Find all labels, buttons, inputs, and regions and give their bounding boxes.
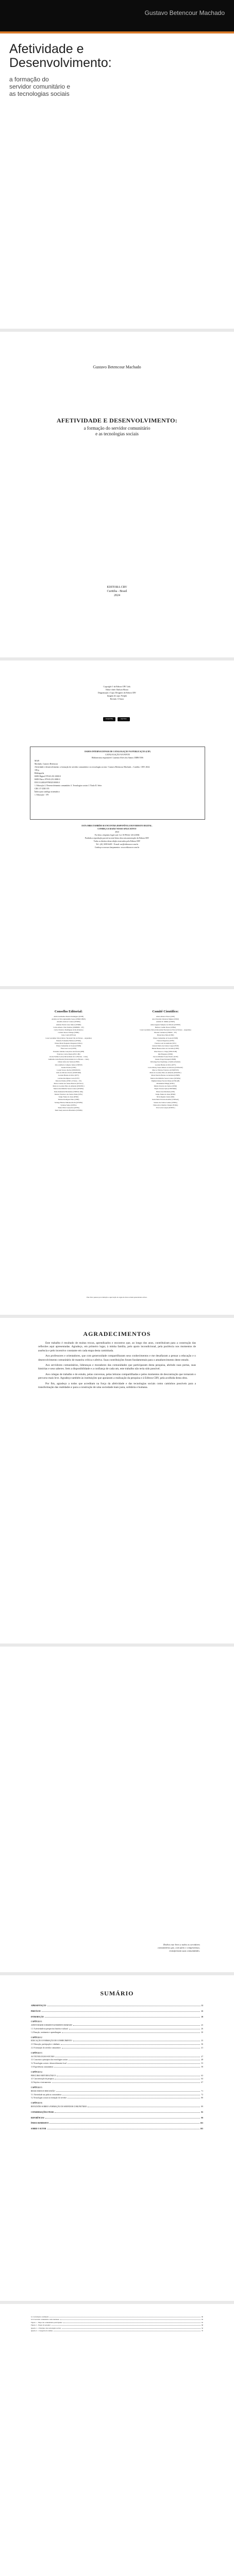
page-separator bbox=[0, 329, 234, 332]
credit-line: Copyright © da Editora CRV Ltda. bbox=[103, 686, 131, 688]
cip-line: Afetividade e desenvolvimento: a formação do servidor comunitário e as tecnologias sociais / Gustavo Betencour Machado – Curitiba : CRV, 2024. bbox=[35, 766, 151, 768]
toc-entry-page: 65 bbox=[201, 2321, 203, 2324]
toc-entry[interactable] bbox=[31, 2074, 203, 2078]
summary-title: SUMÁRIO bbox=[100, 1990, 134, 1997]
catalog-footer-line: Conheça os nossos lançamentos: www.editoracrv.com.br bbox=[94, 846, 140, 849]
catalog-footer-line: Foi feito o depósito legal conf. Lei 10.994 de 14/12/2004 bbox=[94, 834, 140, 836]
toc-entry[interactable] bbox=[31, 2043, 203, 2046]
cover-title-line: Afetividade e bbox=[9, 42, 84, 56]
credits-block bbox=[57, 685, 177, 701]
council-member: Lourdes Helena da Silva (UFV) bbox=[58, 1074, 79, 1077]
toc-entry-page: 48 bbox=[201, 2059, 203, 2061]
toc-entry-label: 5.1 Afetividade nas práticas comunitárias bbox=[31, 2093, 62, 2096]
toc-entry-page: 63 bbox=[201, 2074, 203, 2077]
acknowledgements-paragraph: Aos colegas de trabalho e de estudo, pelas conversas, pelas leituras compartilhadas e pelos momentos de descontração que tornaram o percurso mais leve. Agradeço também às instituições que apoiaram a realização da pesquisa e à Editora CRV, pela acolhida desta obra. bbox=[38, 1372, 196, 1380]
catalog-footer-line: Todos os direitos desta edição reservados pela Editora CRV bbox=[93, 840, 141, 842]
dot-leader bbox=[49, 2315, 200, 2317]
toc-entry-page: 35 bbox=[201, 2040, 203, 2042]
committee-member: Jussara Fraga Portugal (UNEB) bbox=[155, 1058, 176, 1061]
council-member: Maria de Lourdes Pinto de Almeida (UNOESC) bbox=[53, 1085, 85, 1088]
dot-leader bbox=[61, 2043, 200, 2045]
toc-entry-label: PREFÁCIO bbox=[31, 2010, 41, 2012]
committee-member: Suzana dos Santos Gomes (UFMG) bbox=[154, 1101, 177, 1104]
toc-entry[interactable] bbox=[31, 2015, 203, 2019]
council-page bbox=[0, 986, 234, 1315]
scientific-committee bbox=[122, 1010, 209, 1112]
toc-entry-label: SOBRE O AUTOR bbox=[31, 2128, 46, 2130]
toc-entry[interactable] bbox=[31, 2027, 203, 2031]
committee-member: Anna Augusta Sampaio de Oliveira (UNESP) bbox=[150, 1023, 181, 1026]
committee-member: Lucia Marisy Souza Ribeiro de Oliveira (UNIVASF) bbox=[148, 1066, 183, 1069]
council-member: Maria Cristina dos Santos Bezerra (UFSCar) bbox=[54, 1082, 83, 1085]
page-separator bbox=[0, 986, 234, 989]
summary-page bbox=[0, 1972, 234, 2301]
dot-leader bbox=[49, 2122, 199, 2124]
toc-entry-page: 80 bbox=[201, 2097, 203, 2099]
toc-entry[interactable] bbox=[31, 2105, 203, 2109]
app-badges bbox=[103, 717, 130, 721]
council-member: Celso Conti (UFSCar) bbox=[61, 1034, 76, 1037]
dedication-line: transformam suas comunidades. bbox=[169, 1950, 200, 1953]
council-member: Josania Portela (UFPI) bbox=[61, 1066, 76, 1069]
committee-member: Helder Buenos Aires de Carvalho (UFPI) bbox=[152, 1047, 179, 1050]
dot-leader bbox=[62, 2046, 200, 2048]
dot-leader bbox=[52, 2081, 200, 2083]
toc-entry[interactable] bbox=[31, 2024, 203, 2027]
figures-list bbox=[31, 2315, 203, 2332]
toc-entry-label: 5.2 Tecnologias sociais na formação do servidor bbox=[31, 2097, 67, 2099]
page-separator bbox=[0, 657, 234, 660]
toc-entry-label: CAPÍTULO 6 bbox=[31, 2102, 42, 2105]
toc-entry-page: 95 bbox=[201, 2111, 203, 2113]
committee-member: Eliane Rose Maio (UEM) bbox=[157, 1034, 174, 1037]
toc-entry[interactable] bbox=[31, 2081, 203, 2084]
toc-entry-label: 3.3 Experiências comunitárias bbox=[31, 2065, 54, 2068]
toc-entry-label: CAPÍTULO 5 bbox=[31, 2086, 42, 2089]
council-member: Simone Rodrigues Pinto (UNB) bbox=[58, 1098, 79, 1101]
cip-line: Machado, Gustavo Betencour bbox=[35, 763, 58, 765]
google-play-badge[interactable]: Google Play bbox=[103, 717, 115, 721]
credit-line: Imagem de capa: Freepik bbox=[107, 695, 127, 697]
dot-leader bbox=[60, 2318, 200, 2320]
cip-line: 1. Educação - 370 bbox=[35, 794, 49, 796]
council-member: Antônio Pereira Gaio Júnior (UFRRJ) bbox=[56, 1023, 81, 1026]
toc-entry-label: 4.2 Sujeitos e instrumentos bbox=[31, 2081, 51, 2084]
toc-entry-page: 50 bbox=[201, 2327, 203, 2329]
council-member: Sydione Santos (UEPG) bbox=[60, 1104, 77, 1106]
committee-member: Cesar Gerónimo Tello (Universidad Nacional de Três de Febrero – Argentina) bbox=[140, 1029, 191, 1031]
toc-entry-label: EDUCAÇÃO E FORMAÇÃO DE CONHECIMENTO bbox=[31, 2040, 72, 2042]
toc-entry-label: RESULTADOS E DISCUSSÃO bbox=[31, 2090, 55, 2092]
toc-entry-label: 6.2 O servidor comunitário como mediador bbox=[31, 2318, 60, 2320]
committee-member: Najela Tavares Ujiie (UNESPAR) bbox=[154, 1088, 177, 1090]
title-page-title: AFETIVIDADE E DESENVOLVIMENTO: bbox=[56, 417, 178, 424]
council-member: Tania Suely Azevedo Brasileiro (UFOPA) bbox=[55, 1109, 82, 1112]
council-member: Luciano Rodrigues Costa (UFV) bbox=[58, 1077, 79, 1079]
committee-member: Barbara Coelho Neves (UFBA) bbox=[155, 1026, 176, 1028]
council-footer: Este livro passou por avaliação e aprovação às cegas de dois ou mais pareceristas ad hoc. bbox=[87, 1296, 147, 1298]
toc-entry-label: Figura 2 – Etapas da pesquisa bbox=[31, 2324, 51, 2326]
toc-entry-label: Quadro 1 – Princípios das tecnologias sociais bbox=[31, 2327, 61, 2329]
cip-line: M149 bbox=[35, 760, 40, 762]
cover-author: Gustavo Betencour Machado bbox=[144, 9, 225, 16]
toc-entry-label: 3.1 Conceitos e princípios das tecnologias sociais bbox=[31, 2059, 68, 2061]
acknowledgements-page bbox=[0, 1315, 234, 1643]
dedication-line: Dedico este livro a todos os servidores bbox=[163, 1943, 200, 1946]
toc-entry-page: 25 bbox=[201, 2024, 203, 2027]
catalog-footer-line: Tel.: (41) 3039-6418 - E-mail: sac@editoracrv.com.br bbox=[95, 843, 139, 845]
toc-entry-label: 3.2 Tecnologias sociais e desenvolvimento local bbox=[31, 2062, 67, 2065]
toc-entry-page: 11 bbox=[201, 2005, 203, 2007]
dot-leader bbox=[62, 2327, 200, 2329]
council-member: Paulo Romualdo Hernandes (UNIFAL-MG) bbox=[54, 1090, 83, 1093]
toc-entry[interactable] bbox=[31, 2122, 203, 2125]
acknowledgements-paragraph: Por fim, agradeço a todos que acreditam na força da afetividade e das tecnologias sociais como caminhos possíveis para a transformação das realidades e para a construção de uma sociedade mais justa, solidária e humana. bbox=[38, 1382, 196, 1389]
cip-line: DOI 10.24824/978652510000.0 bbox=[35, 782, 60, 784]
council-member: Tadeu Oliver Gonçalves (UFPA) bbox=[58, 1106, 79, 1109]
council-member: Carlos Federico Dominguez Avila (Unieuro) bbox=[54, 1029, 83, 1031]
dot-leader bbox=[69, 2027, 200, 2029]
cover-subtitle bbox=[9, 76, 70, 97]
page-separator bbox=[0, 2301, 234, 2304]
toc-entry[interactable] bbox=[31, 2116, 203, 2120]
cover-subtitle-line: a formação do bbox=[9, 76, 49, 83]
lists-page bbox=[0, 2301, 234, 2576]
committee-member: Sonia Maria Ferreira Koehler (UNISAL) bbox=[152, 1098, 179, 1101]
toc-entry[interactable] bbox=[31, 2090, 203, 2093]
committee-member: Mohammed Elhajji (UFRJ) bbox=[156, 1082, 175, 1085]
toc-entry[interactable] bbox=[31, 2111, 203, 2114]
catalog-page bbox=[0, 657, 234, 986]
toc-entry-label: PERCURSO METODOLÓGICO bbox=[31, 2074, 56, 2077]
toc-entry-label: 2.1 Educação, participação e cidadania bbox=[31, 2043, 60, 2046]
cover-accent-stripe bbox=[0, 31, 234, 33]
committee-member: Maria Eurácia Barreto de Andrade (UFRB) bbox=[151, 1074, 180, 1077]
cover-page bbox=[0, 0, 234, 329]
acknowledgements-paragraph: Este trabalho é resultado de muitas trocas, aprendizados e encontros que, ao longo dos anos, contribuíram para a construção das reflexões aqui apresentadas. Agradeço, em primeiro lugar, à minha família, pelo apoio incondicional, pela paciência nos momentos de ausência e pelo incentivo constante em cada etapa desta caminhada. bbox=[38, 1342, 196, 1352]
toc-entry-label: CAPÍTULO 4 bbox=[31, 2071, 42, 2073]
committee-member: Maria Lília Imbiriba Sousa Colares (UFOPA) bbox=[150, 1077, 181, 1079]
toc-entry-label: CAPÍTULO 3 bbox=[31, 2052, 42, 2054]
toc-entry-label: INTRODUÇÃO bbox=[31, 2015, 44, 2018]
dot-leader bbox=[57, 2074, 200, 2076]
cip-card-content bbox=[35, 750, 200, 796]
cip-line: ISBN Digital 978-65-251-0000-0 bbox=[35, 775, 61, 777]
toc-entry-label: 4.1 Caracterização da pesquisa bbox=[31, 2078, 54, 2080]
toc-entry-page: 30 bbox=[201, 2031, 203, 2033]
toc-entry-page: 58 bbox=[201, 2065, 203, 2068]
toc-entry-page: 89 bbox=[201, 2105, 203, 2108]
cip-line: ISBN Físico 978-65-251-0000-0 bbox=[35, 778, 60, 781]
publisher-year: 2024 bbox=[114, 594, 120, 597]
acknowledgements-paragraph: Aos servidores comunitários, lideranças e moradores das comunidades que participaram desta pesquisa, abrindo suas portas, suas histórias e seus saberes. Sem a disponibilidade e a confiança de cada um, este trabalho não teria sido possível. bbox=[38, 1364, 196, 1371]
committee-member: José de Ribamar Sousa Pereira (UCB) bbox=[153, 1056, 178, 1058]
toc-entry-page: 47 bbox=[201, 2055, 203, 2058]
dot-leader bbox=[47, 2127, 199, 2129]
toc-entry-label: CAPÍTULO 1 bbox=[31, 2021, 42, 2023]
table-of-contents bbox=[31, 2002, 203, 2131]
committee-member: Sérgio Nunes de Jesus (IFRO) bbox=[155, 1093, 176, 1095]
toc-entry[interactable] bbox=[31, 2330, 203, 2333]
toc-entry-label: 1.2 Emoção, sentimento e aprendizagem bbox=[31, 2031, 61, 2033]
toc-entry-page: 103 bbox=[200, 2122, 203, 2125]
dot-leader bbox=[55, 2077, 200, 2079]
toc-entry-label: 1.1 A afetividade na perspectiva histórico-cultural bbox=[31, 2027, 68, 2030]
toc-entry-label: 2.2 A formação do servidor comunitário bbox=[31, 2046, 61, 2049]
dot-leader bbox=[62, 2031, 200, 2033]
committee-member: Inês Bragança (UERJ) bbox=[158, 1053, 173, 1055]
catalog-footer bbox=[0, 824, 234, 849]
catalog-footer-line: Proibida a reprodução parcial ou total desta obra sem autorização da Editora CRV bbox=[85, 837, 149, 839]
council-member: Aldira Guimarães Duarte Domínguez (UNB) bbox=[54, 1015, 83, 1018]
committee-member: Vera Lucia Gaspar (UDESC) bbox=[156, 1106, 175, 1109]
toc-entry-label: AS TECNOLOGIAS SOCIAIS bbox=[31, 2055, 55, 2058]
toc-entry[interactable] bbox=[31, 2055, 203, 2062]
cip-line: Índice para catálogo sistemático bbox=[35, 791, 60, 793]
cover-title-line: Desenvolvimento: bbox=[9, 56, 112, 70]
toc-entry-label: REFLEXÕES SOBRE A FORMAÇÃO DO SERVIDOR COMUNITÁRIO bbox=[31, 2105, 87, 2108]
dot-leader bbox=[55, 2111, 200, 2113]
dot-leader bbox=[68, 2096, 200, 2098]
council-member: Elione Maria Nogueira Diogenes (UFAL) bbox=[55, 1042, 82, 1045]
dot-leader bbox=[55, 2055, 200, 2057]
committee-member: Mônica Pereira dos Santos (UFRJ) bbox=[154, 1085, 177, 1088]
toc-entry-page: 19 bbox=[201, 2015, 203, 2018]
toc-entry-label: REFERÊNCIAS bbox=[31, 2116, 44, 2119]
dedication-line: comunitários que, com afeto e compromisso, bbox=[157, 1946, 200, 1950]
toc-entry-page: 36 bbox=[201, 2043, 203, 2046]
cip-card bbox=[30, 747, 205, 820]
dot-leader bbox=[45, 2015, 200, 2018]
catalog-footer-line: ESTA OBRA TAMBÉM SE ENCONTRA DISPONÍVEL EM FORMATO DIGITAL. bbox=[81, 825, 153, 827]
dot-leader bbox=[54, 2065, 200, 2067]
committee-member: Kilwangy Kya Kapitango-a-Samba (Unemat) bbox=[151, 1061, 180, 1063]
council-member: Carlos Alberto Vilar Estêvão (UMINHO – PT) bbox=[53, 1026, 84, 1028]
credit-line: Revisão: O Autor bbox=[110, 698, 124, 700]
council-member: João Adalberto Campato Junior (UNESP) bbox=[55, 1063, 82, 1066]
council-member: Maria Lília Imbiriba Sousa Colares (UFOPA) bbox=[53, 1088, 84, 1090]
committee-member: Vânia Alves Martins Chaigar (FURG) bbox=[153, 1104, 178, 1106]
page-separator bbox=[0, 1972, 234, 1975]
council-member: Jailson Alves dos Santos (UFRJ) bbox=[58, 1061, 79, 1063]
page-separator bbox=[0, 1315, 234, 1318]
dot-leader bbox=[62, 2093, 200, 2095]
toc-entry[interactable] bbox=[31, 2004, 203, 2008]
cip-line: CDU 37 CDD 370 bbox=[35, 788, 49, 790]
dot-leader bbox=[54, 2330, 200, 2332]
editorial-council bbox=[25, 1010, 112, 1112]
committee-member: Nilson José Machado (USP) bbox=[156, 1090, 175, 1093]
toc-entry-page: 72 bbox=[201, 2093, 203, 2096]
cip-card-title: DADOS INTERNACIONAIS DE CATALOGAÇÃO NA PUBLICAÇÃO (CIP) bbox=[85, 751, 151, 753]
dot-leader bbox=[63, 2321, 200, 2323]
council-member: Elizeu Clementino de Souza (UNEB) bbox=[56, 1045, 81, 1047]
committee-member: Maria de Lourdes Pinto de Almeida (UNOESC) bbox=[149, 1072, 181, 1074]
toc-entry-page: 92 bbox=[201, 2318, 203, 2320]
acknowledgements-body bbox=[38, 1342, 196, 1391]
dot-leader bbox=[73, 2039, 200, 2041]
toc-entry-page: 71 bbox=[201, 2090, 203, 2092]
toc-entry-page: 67 bbox=[201, 2081, 203, 2084]
dot-leader bbox=[88, 2105, 200, 2107]
committee-member: Andréia N. Militão (UEMS) bbox=[156, 1021, 175, 1023]
cover-subtitle-line: as tecnologias sociais bbox=[9, 90, 70, 97]
committee-member: Míghian Danae Ferreira Nunes (UNILAB) bbox=[151, 1079, 180, 1082]
toc-entry[interactable] bbox=[31, 2062, 203, 2065]
acknowledgements-title: AGRADECIMENTOS bbox=[83, 1330, 151, 1337]
toc-entry[interactable] bbox=[31, 2055, 203, 2059]
app-store-badge[interactable]: App Store bbox=[118, 717, 130, 721]
dedication-text bbox=[124, 1943, 200, 1953]
council-member: Solange Helena Ximenes-Rocha (UFOPA) bbox=[54, 1101, 83, 1104]
catalog-footer-line: CONHEÇA E BAIXE NOSSO APLICATIVO! bbox=[97, 828, 137, 830]
toc-entry-label: CONSIDERAÇÕES FINAIS bbox=[31, 2111, 54, 2113]
council-columns bbox=[25, 1010, 209, 1112]
publisher-name: EDITORA CRV bbox=[107, 586, 127, 589]
committee-member: Gláucia Maria dos Santos Jorge (UFOP) bbox=[152, 1045, 179, 1047]
dot-leader bbox=[68, 2062, 200, 2064]
scientific-committee-title: Comitê Científico: bbox=[152, 1010, 179, 1013]
toc-entry-page: 70 bbox=[201, 2330, 203, 2332]
council-member: Andréia da Silva Quintanilha Sousa (UNIR/UFRN) bbox=[52, 1018, 86, 1021]
cover-subtitle-line: servidor comunitário e bbox=[9, 83, 71, 90]
toc-entry-label: AFETIVIDADE E DESENVOLVIMENTO HUMANO bbox=[31, 2024, 73, 2027]
dot-leader bbox=[47, 2004, 200, 2006]
title-page-subtitle-line: e as tecnologias sociais bbox=[95, 431, 139, 436]
cip-line: Bibliotecária responsável: Luzenira Alves dos Santos CRB9/1506 bbox=[92, 757, 143, 759]
toc-entry-page: 15 bbox=[201, 2010, 203, 2012]
title-page-author: Gustavo Betencour Machado bbox=[93, 365, 141, 369]
council-member: Fernando Antônio Gonçalves Alcoforado (IPB) bbox=[53, 1050, 85, 1053]
council-member: Renato Francisco dos Santos Paula (UFG) bbox=[55, 1093, 82, 1095]
council-member: Élsio José Corá (UFFS) bbox=[60, 1047, 77, 1050]
title-page-subtitle bbox=[0, 426, 234, 437]
cip-line: Bibliografia bbox=[35, 772, 44, 774]
dot-leader bbox=[73, 2024, 200, 2026]
cip-line: 106 p. bbox=[35, 769, 40, 771]
toc-entry-label: Figura 1 – Mapa das comunidades participantes bbox=[31, 2321, 62, 2324]
council-member: Anselmo Alencar Colares (UFOPA) bbox=[57, 1021, 80, 1023]
toc-entry-label: 6.1 A formação continuada bbox=[31, 2315, 49, 2318]
dot-leader bbox=[52, 2324, 200, 2326]
dot-leader bbox=[56, 2090, 200, 2092]
title-page-subtitle-line: a formação do servidor comunitário bbox=[83, 426, 151, 431]
toc-entry-page: 90 bbox=[201, 2315, 203, 2318]
toc-entry-page: 68 bbox=[201, 2324, 203, 2326]
publisher-city: Curitiba - Brasil bbox=[107, 590, 127, 593]
committee-member: Ilma Passos A. Veiga (UNICEUB) bbox=[154, 1050, 177, 1053]
acknowledgements-paragraph: Aos professores e orientadores, que com generosidade compartilharam seus conhecimentos e me desafiaram a pensar a educação e o desenvolvimento comunitário de maneira crítica e afetiva. Suas contribuições foram fundamentais para o amadurecimento deste estudo. bbox=[38, 1354, 196, 1362]
dot-leader bbox=[45, 2116, 200, 2119]
toc-entry-label: CAPÍTULO 2 bbox=[31, 2036, 42, 2039]
toc-entry-page: 105 bbox=[200, 2128, 203, 2130]
council-member: Sérgio Nunes de Jesus (IFRO) bbox=[58, 1096, 79, 1098]
committee-member: Altair Alberto Fávero (UPF) bbox=[156, 1015, 175, 1018]
committee-member: Elizeu Clementino de Souza (UNEB) bbox=[153, 1037, 178, 1039]
committee-member: Ana Chrystina Venancio Mignot (UERJ) bbox=[152, 1018, 179, 1021]
council-member: Carmen Tereza Velanga (UNIR) bbox=[58, 1031, 79, 1034]
council-member: Lídia de Oliveira Xavier (UNIEURO) bbox=[56, 1072, 81, 1074]
toc-entry-page: 26 bbox=[201, 2027, 203, 2030]
editorial-council-title: Conselho Editorial: bbox=[54, 1010, 83, 1013]
toc-entry[interactable] bbox=[31, 2127, 203, 2131]
toc-entry-page: 99 bbox=[201, 2116, 203, 2119]
council-member: Cesar Gerónimo Tello (Univer. Nacional Três de Febrero – Argentina) bbox=[45, 1037, 92, 1039]
toc-entry[interactable] bbox=[31, 2010, 203, 2013]
committee-member: Diosnel Centurion (UNIDA – PY) bbox=[154, 1031, 177, 1034]
toc-entry-page: 53 bbox=[201, 2062, 203, 2065]
committee-member: Fauston Negreiros (UFPI) bbox=[157, 1039, 174, 1042]
toc-entry-page: 41 bbox=[201, 2046, 203, 2049]
council-member: Eduardo Fernandes Barbosa (UFMG) bbox=[56, 1039, 81, 1042]
cover-title bbox=[9, 42, 112, 70]
page-separator bbox=[0, 1643, 234, 1647]
council-member: Guillermo Arias Beatón (Universidade de La Havana – Cuba) bbox=[48, 1058, 89, 1061]
committee-member: Lourdes Helena da Silva (UFV) bbox=[155, 1063, 176, 1066]
cip-line: CATALOGAÇÃO NA FONTE bbox=[105, 754, 130, 756]
committee-member: Marcos Vinicius Francisco (UNOESTE) bbox=[152, 1069, 179, 1072]
toc-entry-label: Quadro 2 – Categorias de análise bbox=[31, 2330, 53, 2332]
catalog-footer-line: 2024 bbox=[115, 831, 119, 833]
toc-entry[interactable] bbox=[31, 2046, 203, 2050]
toc-entry-page: 64 bbox=[201, 2078, 203, 2080]
toc-entry-label: ÍNDICE REMISSIVO bbox=[31, 2122, 49, 2125]
committee-member: Francisco Ari de Andrade (UFC) bbox=[155, 1042, 176, 1045]
toc-entry[interactable] bbox=[31, 2093, 203, 2097]
title-page bbox=[0, 329, 234, 657]
council-member: Marcelo Paixão (UFRJ e UTexas – US) bbox=[55, 1079, 82, 1082]
toc-entry[interactable] bbox=[31, 2031, 203, 2035]
credit-line: Editor-chefe: Railson Moura bbox=[106, 689, 128, 691]
dot-leader bbox=[69, 2058, 200, 2060]
dot-leader bbox=[42, 2010, 200, 2012]
council-member: Gloria Fariñas León (Universidade de La Havana – Cuba) bbox=[49, 1056, 88, 1058]
dedication-page bbox=[0, 1643, 234, 1972]
cip-line: 1. Educação 2. Desenvolvimento comunitário 3. Tecnologias sociais I. Título II. Série. bbox=[35, 785, 103, 787]
credit-line: Diagramação e Capa: Designers da Editora CRV bbox=[98, 692, 136, 694]
toc-entry-label: APRESENTAÇÃO bbox=[31, 2005, 46, 2007]
committee-member: Silvia Regina Canan (URI) bbox=[156, 1096, 175, 1098]
council-member: Francisco Carlos Duarte (PUC-PR) bbox=[57, 1053, 80, 1055]
title-page-publisher bbox=[0, 585, 234, 598]
toc-entry[interactable] bbox=[31, 2065, 203, 2069]
council-member: Leonel Severo Rocha (UNISINOS) bbox=[57, 1069, 80, 1072]
